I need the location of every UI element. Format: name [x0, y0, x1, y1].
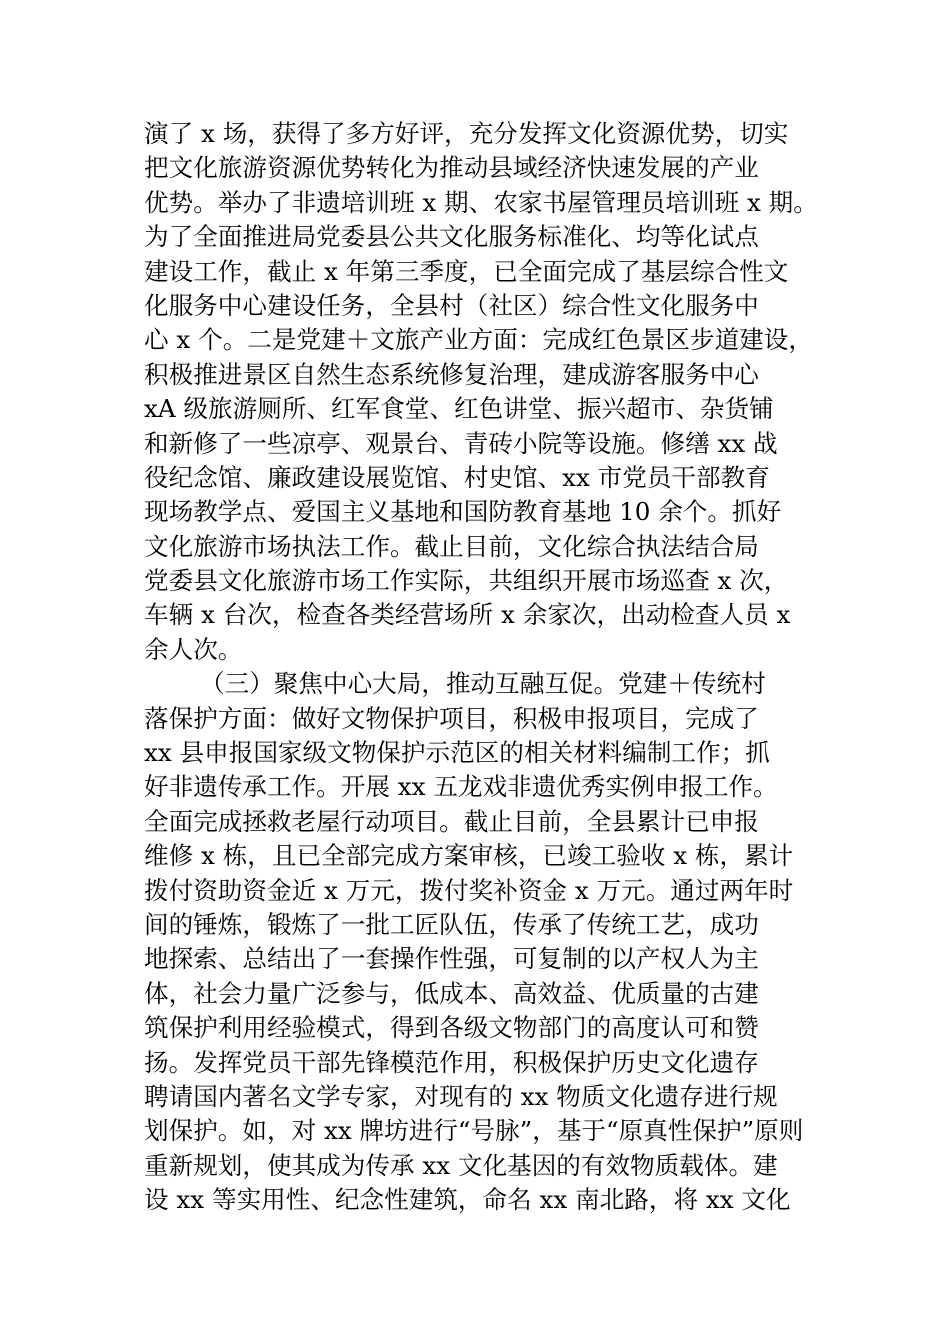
- text-line: 划保护。如，对 xx 牌坊进行“号脉”，基于“原真性保护”原则: [144, 1116, 804, 1146]
- text-line: 重新规划，使其成为传承 xx 文化基因的有效物质载体。建: [144, 1150, 778, 1180]
- text-line: 落保护方面：做好文物保护项目，积极申报项目，完成了: [144, 703, 759, 733]
- text-line: 党委县文化旅游市场工作实际，共组织开展市场巡查 x 次，: [144, 566, 789, 596]
- text-line: 和新修了一些凉亭、观景台、青砖小院等设施。修缮 xx 战: [144, 428, 778, 458]
- text-line: xA 级旅游厕所、红军食堂、红色讲堂、振兴超市、杂货铺: [144, 394, 774, 424]
- text-line: 全面完成拯救老屋行动项目。截止目前，全县累计已申报: [144, 806, 759, 836]
- text-line: 余人次。: [144, 634, 243, 664]
- text-line: 维修 x 栋，且已全部完成方案审核，已竣工验收 x 栋，累计: [144, 841, 794, 871]
- section-heading-line: （三）聚焦中心大局，推动互融互促。党建＋传统村: [200, 669, 766, 699]
- text-line: 为了全面推进局党委县公共文化服务标准化、均等化试点: [144, 222, 759, 252]
- text-line: 积极推进景区自然生态系统修复治理，建成游客服务中心: [144, 359, 759, 389]
- text-line: 把文化旅游资源优势转化为推动县域经济快速发展的产业: [144, 153, 759, 183]
- text-line: 优势。举办了非遗培训班 x 期、农家书屋管理员培训班 x 期。: [144, 187, 818, 217]
- text-line: 文化旅游市场执法工作。截止目前，文化综合执法结合局: [144, 531, 759, 561]
- text-line: 心 x 个。二是党建＋文旅产业方面：完成红色景区步道建设，: [144, 325, 813, 355]
- text-line: 地探索、总结出了一套操作性强，可复制的以产权人为主: [144, 944, 759, 974]
- text-line: 好非遗传承工作。开展 xx 五龙戏非遗优秀实例申报工作。: [144, 772, 778, 802]
- text-line: 现场教学点、爱国主义基地和国防教育基地 10 余个。抓好: [144, 497, 782, 527]
- text-line: 化服务中心建设任务，全县村（社区）综合性文化服务中: [144, 290, 759, 320]
- text-line: 建设工作，截止 x 年第三季度，已全面完成了基层综合性文: [144, 256, 789, 286]
- body-text: [144, 117, 834, 1218]
- text-line: 设 xx 等实用性、纪念性建筑，命名 xx 南北路，将 xx 文化: [144, 1185, 791, 1215]
- text-line: xx 县申报国家级文物保护示范区的相关材料编制工作；抓: [144, 738, 770, 768]
- text-line: 役纪念馆、廉政建设展览馆、村史馆、xx 市党员干部教育: [144, 462, 770, 492]
- text-line: 演了 x 场，获得了多方好评，充分发挥文化资源优势，切实: [144, 119, 789, 148]
- text-line: 间的锤炼，锻炼了一批工匠队伍，传承了传统工艺，成功: [144, 909, 759, 939]
- text-line: 体，社会力量广泛参与，低成本、高效益、优质量的古建: [144, 978, 759, 1008]
- text-line: 车辆 x 台次，检查各类经营场所 x 余家次，出动检查人员 x: [144, 600, 791, 630]
- text-line: 拨付资助资金近 x 万元，拨付奖补资金 x 万元。通过两年时: [144, 875, 794, 905]
- text-line: 筑保护利用经验模式，得到各级文物部门的高度认可和赞: [144, 1013, 759, 1043]
- text-line: 扬。发挥党员干部先锋模范作用，积极保护历史文化遗存: [144, 1047, 759, 1077]
- text-line: 聘请国内著名文学专家，对现有的 xx 物质文化遗存进行规: [144, 1081, 778, 1111]
